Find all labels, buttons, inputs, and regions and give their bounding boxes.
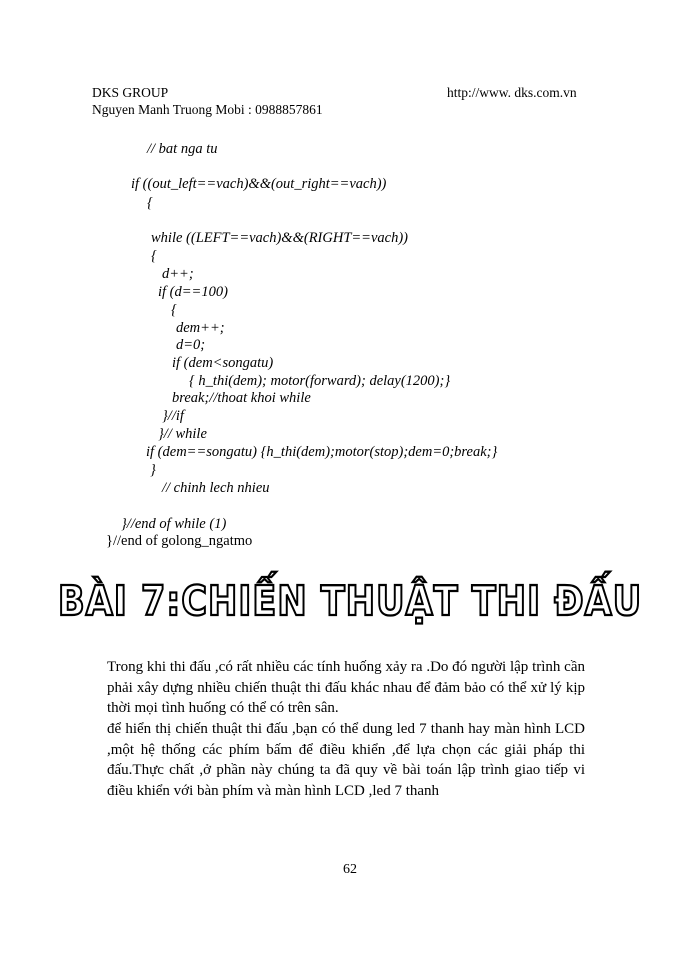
code-line: {	[147, 195, 153, 211]
code-line: while ((LEFT==vach)&&(RIGHT==vach))	[151, 230, 408, 246]
code-line: }//if	[162, 408, 184, 424]
code-line: if (dem==songatu) {h_thi(dem);motor(stop);dem=0;break;}	[146, 444, 498, 460]
code-line: // bat nga tu	[147, 141, 218, 157]
section-title: BÀI 7:CHIẾN THUẬT THI ĐẤU	[57, 577, 643, 625]
code-line: { h_thi(dem); motor(forward); delay(1200);}	[189, 373, 451, 389]
code-line: if ((out_left==vach)&&(out_right==vach))	[131, 176, 387, 192]
page-number: 62	[343, 862, 357, 877]
code-line: break;//thoat khoi while	[172, 390, 311, 406]
body-paragraph: để hiển thị chiến thuật thi đấu ,bạn có thể dung led 7 thanh hay màn hình LCD ,một hệ thống các phím bấm để điều khiển ,để lựa chọn các giải pháp thi đấu.Thực chất ,ở phần này chúng ta đã quy về bài toán lập trình giao tiếp vi điều khiển với bàn phím và màn hình LCD ,led 7 thanh	[107, 721, 585, 799]
code-line: {	[171, 302, 177, 318]
code-line: }// while	[158, 426, 207, 442]
header-contact: Nguyen Manh Truong Mobi : 0988857861	[92, 102, 323, 117]
code-line: d=0;	[176, 337, 206, 353]
code-line: {	[151, 248, 157, 264]
header-website: http://www. dks.com.vn	[447, 85, 577, 100]
code-line: }//end of while (1)	[121, 516, 227, 532]
code-line: if (d==100)	[158, 284, 228, 300]
code-line: d++;	[162, 266, 194, 282]
code-line: // chinh lech nhieu	[162, 480, 270, 496]
header-group-name: DKS GROUP	[92, 85, 169, 100]
code-line: if (dem<songatu)	[172, 355, 274, 371]
code-line: }//end of golong_ngatmo	[106, 533, 253, 549]
code-line: }	[150, 462, 156, 478]
body-paragraph: Trong khi thi đấu ,có rất nhiều các tính huống xảy ra .Do đó người lập trình cần phải xây dựng nhiều chiến thuật thi đấu khác nhau để đảm bảo có thể xử lý kịp thời mọi tình huống có thể có trên sân.	[107, 659, 585, 716]
code-line: dem++;	[176, 320, 225, 336]
